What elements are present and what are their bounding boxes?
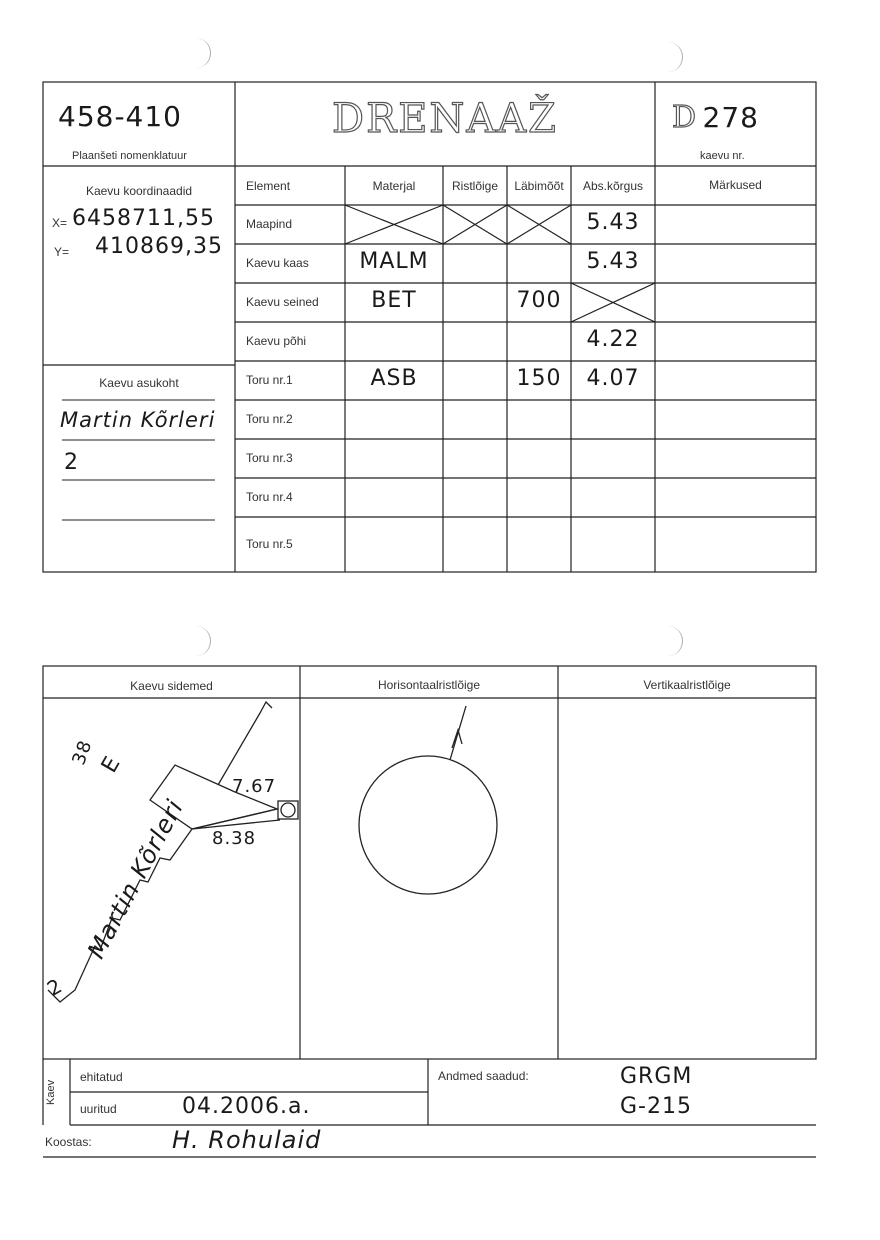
row-diameter: 700 [516,287,562,313]
row-material: MALM [359,248,429,274]
well-prefix: D [672,100,699,135]
built-label: ehitatud [80,1070,123,1084]
row-element: Toru nr.3 [246,450,293,465]
vertical-section-header: Vertikaalristlõige [643,678,731,692]
data-source-line1: GRGM [620,1064,693,1089]
distance-2: 8.38 [212,828,257,849]
x-label: X= [52,216,68,230]
row-abs-height: 4.22 [586,326,640,352]
row-abs-height: 5.43 [586,248,640,274]
horizontal-section-drawing [359,706,497,894]
surveyed-value: 04.2006.a. [182,1094,311,1119]
well-circle [359,756,497,894]
house-number: 38 [68,737,97,768]
col-header-abs-height: Abs.kõrgus [582,179,644,193]
row-abs-height: 4.07 [586,365,640,391]
page-title: DRENAAŽ [332,96,558,142]
row-element: Maapind [246,216,293,231]
surveyed-label: uuritud [80,1102,117,1116]
nomenclature-value: 458-410 [58,100,182,133]
side-label: Kaev [45,1079,57,1105]
y-label: Y= [54,245,70,259]
well-number: 278 [702,101,759,134]
col-header-cross-section: Ristlõige [451,179,499,193]
row-element: Kaevu põhi [246,333,307,348]
col-header-material: Materjal [372,179,416,193]
distance-1: 7.67 [232,776,277,797]
row-diameter: 150 [516,365,562,391]
house-letter: E [96,751,127,778]
col-header-diameter: Läbimõõt [514,179,564,193]
data-source-line2: G-215 [620,1094,692,1119]
corner-number: 2 [42,973,67,1001]
row-abs-height: 5.43 [586,209,640,235]
compiler-label: Koostas: [45,1135,92,1149]
row-material: ASB [370,365,418,391]
sketch-street-name: Martin Kõrleri [82,794,190,964]
sketch-header: Kaevu sidemed [130,679,213,693]
x-coordinate: 6458711,55 [72,206,215,231]
row-element: Toru nr.5 [246,536,293,551]
row-element: Toru nr.4 [246,489,293,504]
row-element: Toru nr.1 [246,372,293,387]
row-element: Kaevu seined [246,294,319,309]
location-street: Martin Kõrleri [60,408,216,432]
row-element: Kaevu kaas [246,255,309,270]
horizontal-section-header: Horisontaalristlõige [377,678,481,692]
y-coordinate: 410869,35 [95,234,223,259]
col-header-element: Element [246,179,291,193]
well-number-label: kaevu nr. [700,150,745,162]
location-number: 2 [64,450,79,475]
location-label: Kaevu asukoht [99,376,179,390]
nomenclature-label: Plaanšeti nomenklatuur [72,150,187,162]
row-element: Toru nr.2 [246,411,293,426]
col-header-notes: Märkused [709,178,762,192]
data-source-label: Andmed saadud: [438,1069,529,1083]
coordinates-label: Kaevu koordinaadid [85,184,193,198]
row-material: BET [371,287,417,313]
pipe-direction-arrow [450,706,466,760]
compiler-value: H. Rohulaid [172,1126,322,1154]
